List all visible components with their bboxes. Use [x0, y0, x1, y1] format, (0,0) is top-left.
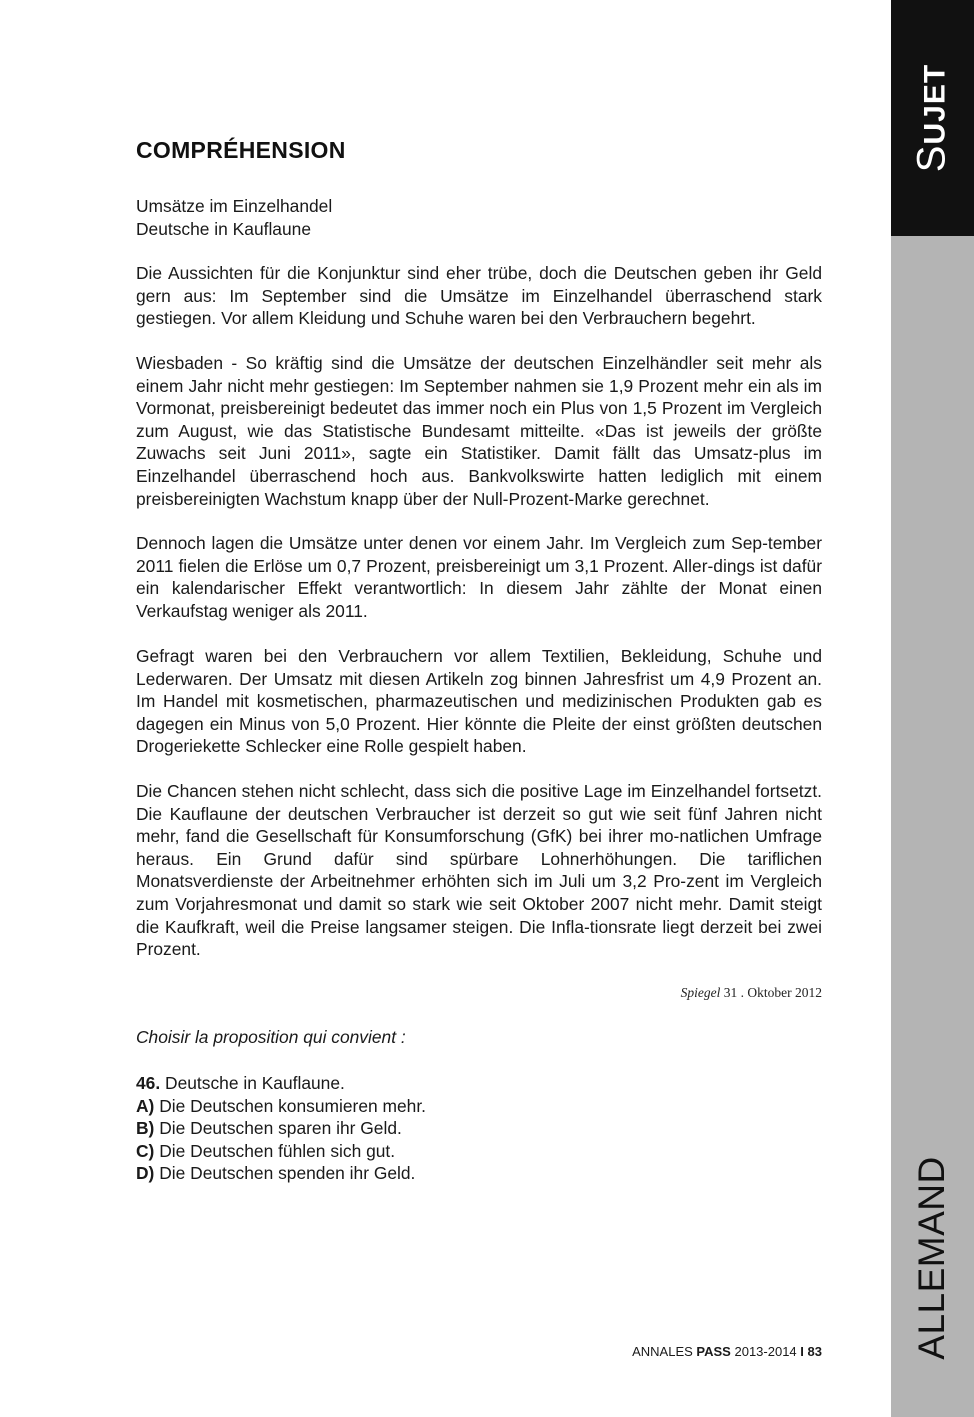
article-title: Umsätze im Einzelhandel: [136, 196, 333, 216]
footer-prefix: ANNALES: [632, 1344, 693, 1359]
subject-label: ALLEMAND: [911, 1156, 952, 1360]
source-date: 31 . Oktober 2012: [723, 985, 822, 1000]
article-paragraph: Dennoch lagen die Umsätze unter denen vor einem Jahr. Im Vergleich zum Sep-tember 2011 fielen die Erlöse um 0,7 Prozent, preisbereinigt um 3,1 Prozent. Aller-dings ist dafür ein kalendarischer Effekt verantwortlich: In diesem Jahr zählte der Monat einen Verkaufstag weniger als 2011.: [136, 533, 822, 621]
question-prompt: [136, 1072, 426, 1095]
page-footer: [632, 1344, 822, 1359]
footer-separator: I: [800, 1344, 804, 1359]
option-letter: D): [136, 1163, 155, 1184]
question-block: [136, 1072, 426, 1185]
footer-brand: PASS: [696, 1344, 731, 1359]
article-subtitle: Deutsche in Kauflaune: [136, 218, 311, 239]
question-number: 46.: [136, 1073, 161, 1093]
answer-option-d: [136, 1162, 426, 1185]
answer-option-a: [136, 1095, 426, 1118]
article-paragraph: Die Chancen stehen nicht schlecht, dass sich die positive Lage im Einzelhandel fortsetzt. Die Kauflaune der deutschen Verbraucher ist derzeit so gut wie seit fünf Jahren nicht mehr, fand die Gesellschaft für Konsumforschung (GfK) bei ihrer mo-natlichen Umfrage heraus. Ein Grund dafür sind spürbare Lohnerhöhungen. Die tariflichen Monatsverdienste der Arbeitnehmer erhöhten sich im Juli um 3,2 Pro-zent im Vergleich zum Vorjahresmonat und damit so stark wie seit Oktober 2007 nicht mehr. Damit steigt die Kaufkraft, weil die Preise langsamer steigen. Die Infla-tionsrate liegt derzeit bei zwei Prozent.: [136, 781, 822, 960]
side-tab-sujet: [891, 0, 974, 236]
option-text: Die Deutschen fühlen sich gut.: [159, 1140, 396, 1161]
article-paragraph: Wiesbaden - So kräftig sind die Umsätze der deutschen Einzelhändler seit mehr als einem Jahr nicht mehr gestiegen: Im September nahmen sie 1,9 Prozent mehr ein als im Vormonat, preisbereinigt bedeutet das immer noch ein Plus von 1,5 Prozent im Vergleich zum August, wie das Statistische Bundesamt mitteilte. «Das ist jeweils der größte Zuwachs seit Juni 2011», sagte ein Statistiker. Damit fällt das Umsatz-plus im Einzelhandel überraschend hoch aus. Bankvolkswirte hatten lediglich mit einem preisbereinigten Wachstum knapp über der Null-Prozent-Marke gerechnet.: [136, 353, 822, 509]
option-text: Die Deutschen spenden ihr Geld.: [159, 1163, 416, 1184]
sujet-label: [910, 64, 955, 172]
sujet-label-initial: S: [909, 144, 954, 173]
sujet-label-rest: UJET: [918, 63, 952, 145]
option-text: Die Deutschen sparen ihr Geld.: [159, 1118, 402, 1139]
article-paragraph: Gefragt waren bei den Verbrauchern vor allem Textilien, Bekleidung, Schuhe und Lederwaren. Der Umsatz mit diesen Artikeln zog binnen Jahresfrist um 4,9 Prozent an. Im Handel mit kosmetischen, pharmazeutischen und medizinischen Produkten gab es dagegen ein Minus von 5,0 Prozent. Hier könnte die Pleite der einst größten deutschen Drogeriekette Schlecker eine Rolle gespielt haben.: [136, 646, 822, 757]
article-titles: [136, 195, 822, 240]
article-source: [681, 985, 822, 1001]
answer-option-c: [136, 1140, 426, 1163]
answer-option-b: [136, 1117, 426, 1140]
instruction: Choisir la proposition qui convient :: [136, 1027, 406, 1047]
option-letter: C): [136, 1140, 155, 1161]
article-paragraph: Die Aussichten für die Konjunktur sind eher trübe, doch die Deutschen geben ihr Geld gern aus: Im September sind die Umsätze im Einzelhandel überraschend stark gestiegen. Vor allem Kleidung und Schuhe waren bei den Verbrauchern begehrt.: [136, 263, 822, 329]
footer-years: 2013-2014: [734, 1344, 797, 1359]
option-letter: A): [136, 1095, 155, 1116]
side-band: [891, 0, 974, 1417]
option-text: Die Deutschen konsumieren mehr.: [159, 1095, 426, 1116]
source-magazine: Spiegel: [680, 985, 721, 1000]
option-letter: B): [136, 1118, 155, 1139]
question-text: Deutsche in Kauflaune.: [165, 1073, 345, 1093]
section-heading: COMPRÉHENSION: [136, 137, 346, 163]
page-number: 83: [807, 1344, 822, 1359]
